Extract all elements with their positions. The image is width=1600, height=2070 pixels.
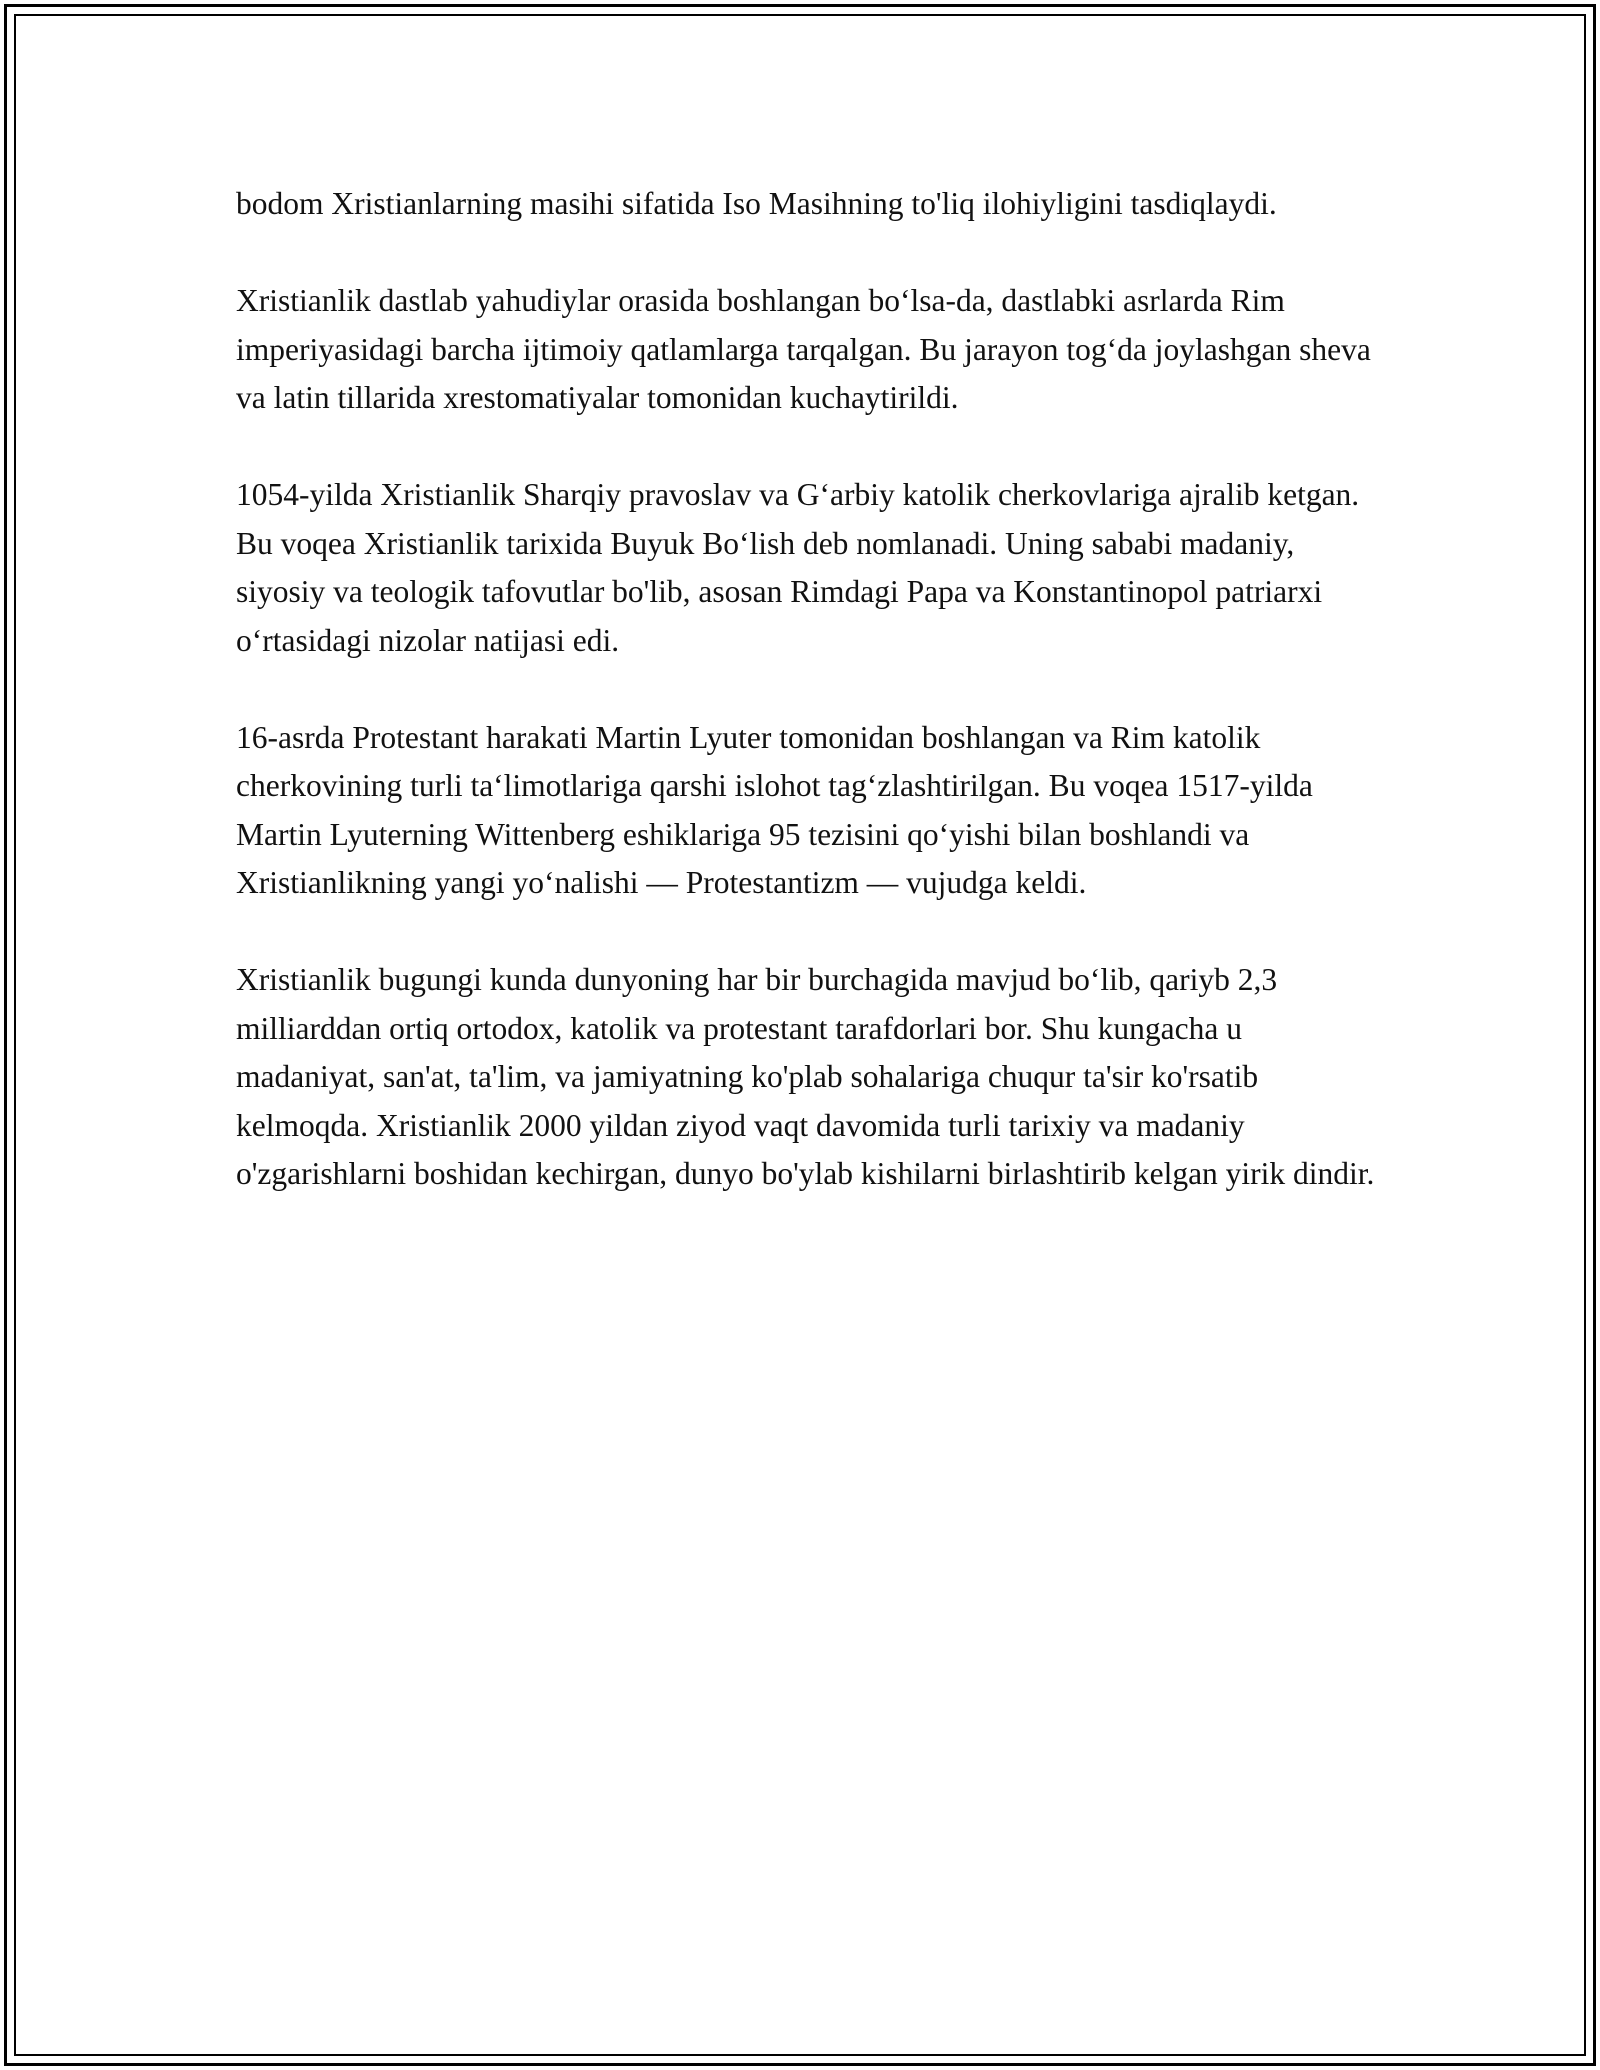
paragraph-5: Xristianlik bugungi kunda dunyoning har bir burchagida mavjud bo‘lib, qariyb 2,3 milliarddan ortiq ortodox, katolik va protestant tarafdorlari bor. Shu kungacha u madaniyat, san'at, ta'lim, va jamiyatning ko'plab sohalariga chuqur ta'sir ko'rsatib kelmoqda. Xristianlik 2000 yildan ziyod vaqt davomida turli tarixiy va madaniy o'zgarishlarni boshidan kechirgan, dunyo bo'ylab kishilarni birlashtirib kelgan yirik dindir. [236,962,1375,1191]
document-body [236,180,1376,1247]
paragraph-2: Xristianlik dastlab yahudiylar orasida boshlangan bo‘lsa-da, dastlabki asrlarda Rim imperiyasidagi barcha ijtimoiy qatlamlarga tarqalgan. Bu jarayon tog‘da joylashgan sheva va latin tillarida xrestomatiyalar tomonidan kuchaytirildi. [236,283,1371,415]
paragraph-1: bodom Xristianlarning masihi sifatida Iso Masihning to'liq ilohiyligini tasdiqlaydi. [236,186,1277,221]
paragraph-4: 16-asrda Protestant harakati Martin Lyuter tomonidan boshlangan va Rim katolik cherkovining turli ta‘limotlariga qarshi islohot tag‘zlashtirilgan. Bu voqea 1517-yilda Martin Lyuterning Wittenberg eshiklariga 95 tezisini qo‘yishi bilan boshlandi va Xristianlikning yangi yo‘nalishi — Protestantizm — vujudga keldi. [236,719,1313,900]
paragraph-3: 1054-yilda Xristianlik Sharqiy pravoslav va G‘arbiy katolik cherkovlariga ajralib ketgan. Bu voqea Xristianlik tarixida Buyuk Bo‘lish deb nomlanadi. Uning sababi madaniy, siyosiy va teologik tafovutlar bo'lib, asosan Rimdagi Papa va Konstantinopol patriarxi o‘rtasidagi nizolar natijasi edi. [236,477,1360,658]
